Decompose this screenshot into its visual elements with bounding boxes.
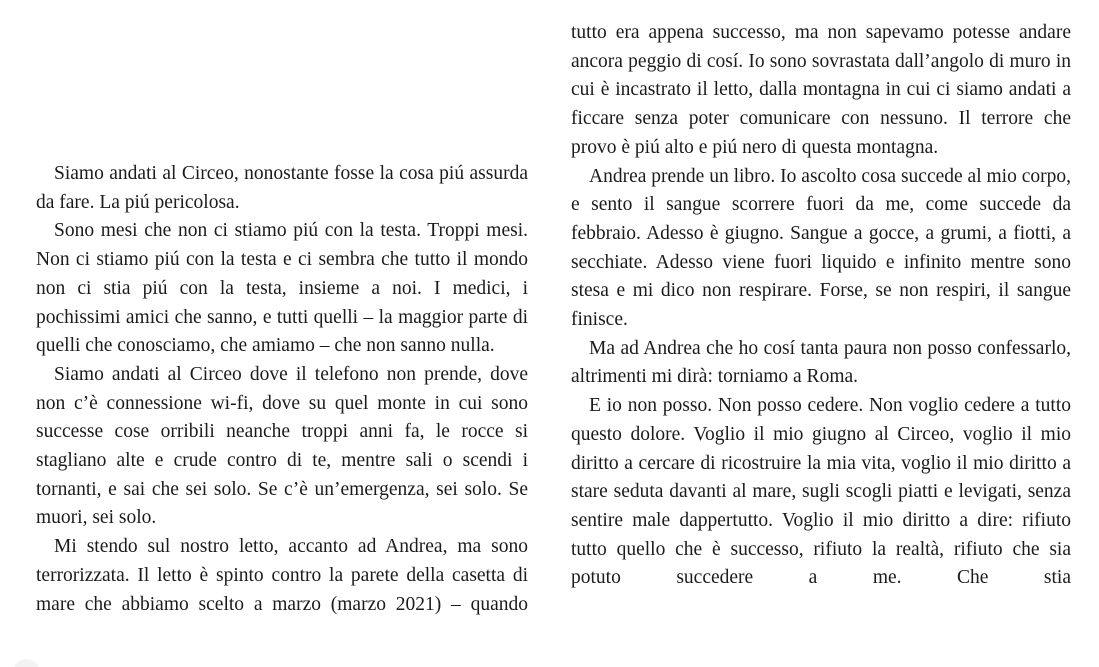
paragraph: Mi stendo sul nostro letto, accanto ad Andrea, ma sono terrorizzata. Il letto è spinto contro la parete della casetta di mare che abbiamo scelto a marzo (marzo 2021) – quando <box>36 536 528 615</box>
paragraph: tutto era appena successo, ma non sapevamo potesse andare ancora peggio di cosí. Io sono sovrastata dall’angolo di muro in cui è incastrato il letto, dalla montagna in cui ci siamo andati a ficcare senza poter comunicare con nessuno. Il terrore che provo è piú alto e piú nero di questa montagna. <box>571 22 1071 158</box>
paragraph: Andrea prende un libro. Io ascolto cosa succede al mio corpo, e sento il sangue scorrere fuori da me, come succede da febbraio. Adesso è giugno. Sangue a gocce, a grumi, a fiotti, a secchiate. Adesso viene fuori liquido e infinito mentre sono stesa e mi dico non respirare. Forse, se non respiri, il sangue finisce. <box>571 165 1071 331</box>
text-column-left <box>36 160 528 619</box>
page-control-fragment <box>13 659 40 667</box>
paragraph: Sono mesi che non ci stiamo piú con la testa. Troppi mesi. Non ci stiamo piú con la testa e ci sembra che tutto il mondo non ci stia piú con la testa, insieme a noi. I medici, i pochissimi amici che sanno, e tutti quelli – la maggior parte di quelli che conosciamo, che amiamo – che non sanno nulla. <box>36 220 528 357</box>
paragraph: E io non posso. Non posso cedere. Non voglio cedere a tutto questo dolore. Voglio il mio giugno al Circeo, voglio il mio diritto a cercare di ricostruire la mia vita, voglio il mio diritto a stare seduta davanti al mare, sugli scogli piatti e levigati, senza sentire male dappertutto. Voglio il mio diritto a dire: rifiuto tutto quello che è successo, rifiuto la realtà, rifiuto che sia potuto succedere a me. Che stia <box>571 395 1071 589</box>
text-column-right <box>571 19 1071 593</box>
paragraph: Siamo andati al Circeo, nonostante fosse la cosa piú assurda da fare. La piú pericolosa. <box>36 163 528 213</box>
paragraph: Ma ad Andrea che ho cosí tanta paura non posso confessarlo, altrimenti mi dirà: torniamo a Roma. <box>571 337 1071 388</box>
paragraph: Siamo andati al Circeo dove il telefono non prende, dove non c’è connessione wi-fi, dove su quel monte in cui sono successe cose orribili neanche troppi anni fa, le rocce si stagliano alte e crude contro di te, mentre sali o scendi i tornanti, e sai che sei solo. Se c’è un’emergenza, sei solo. Se muori, sei solo. <box>36 363 528 529</box>
